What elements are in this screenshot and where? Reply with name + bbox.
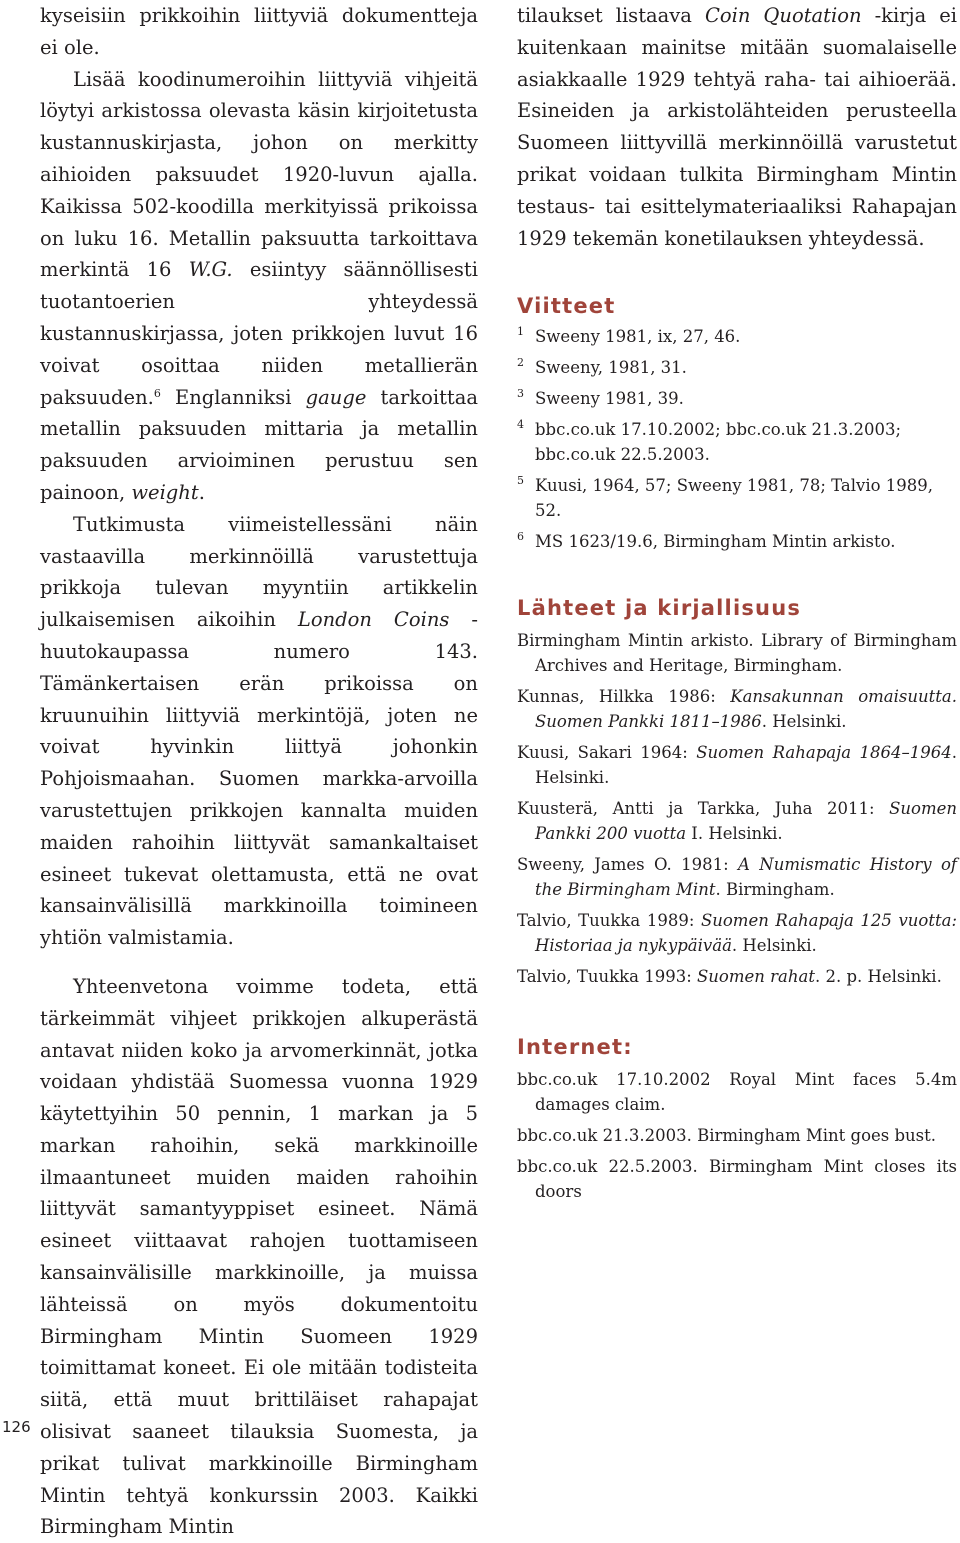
source-publisher: . Helsinki.: [761, 712, 847, 732]
note-item: [517, 324, 957, 349]
paragraph-3-london-coins: London Coins: [297, 608, 450, 632]
paragraph-2-wg: W.G.: [188, 258, 233, 282]
source-title: Suomen Rahapaja 1864–1964: [696, 743, 952, 763]
source-text: Birmingham Mintin arkisto. Library of Birmingham Archives and Heritage, Birmingham.: [517, 631, 957, 676]
source-author: Kuusterä, Antti ja Tarkka, Juha 2011:: [517, 799, 890, 819]
source-item: [517, 628, 957, 678]
note-item: [517, 529, 957, 554]
source-publisher: . Helsinki.: [535, 743, 957, 788]
source-author: Kuusi, Sakari 1964:: [517, 743, 697, 763]
source-title: Suomen rahat: [697, 967, 815, 987]
internet-list: [517, 1067, 957, 1204]
right-intro-coin-quotation: Coin Quotation: [704, 4, 862, 27]
note-number: 1: [517, 325, 524, 339]
note-text: Sweeny 1981, 39.: [535, 389, 684, 409]
source-author: Sweeny, James O. 1981:: [517, 855, 739, 875]
source-title: A Numismatic History of the Birmingham Mint: [535, 855, 957, 900]
note-text: Kuusi, 1964, 57; Sweeny 1981, 78; Talvio 1989, 52.: [535, 476, 934, 521]
note-number: 4: [517, 418, 524, 432]
source-author: Kunnas, Hilkka 1986:: [517, 687, 731, 707]
internet-item: bbc.co.uk 21.3.2003. Birmingham Mint goes bust.: [517, 1126, 937, 1146]
internet-item: bbc.co.uk 17.10.2002 Royal Mint faces 5.4m damages claim.: [517, 1070, 957, 1115]
sources-list: [517, 628, 957, 989]
source-publisher: . Birmingham.: [715, 880, 835, 900]
right-intro-text-b: -kirja ei kuitenkaan mainitse mitään suomalaiselle asiakkaalle 1929 tehtyä raha- tai aihioerää. Esineiden ja arkistolähteiden perusteella Suomeen liittyvillä merkinnöillä varustetut prikat voidaan tulkita Birmingham Mintin testaus- tai esittelymateriaaliksi Rahapajan 1929 tekemän konetilauksen yhteydessä.: [517, 4, 957, 250]
source-author: Talvio, Tuukka 1989:: [517, 911, 701, 931]
paragraph-2-weight: weight: [131, 480, 199, 504]
paragraph-3-text-a: Tutkimusta viimeistellessäni näin vastaavilla merkinnöillä varustettuja prikkoja tulevan myyntiin artikkelin julkaisemisen aikoihin: [40, 512, 478, 632]
lahteet-heading: Lähteet ja kirjallisuus: [517, 596, 802, 621]
source-author: Talvio, Tuukka 1993:: [517, 967, 697, 987]
source-title: Suomen Rahapaja 125 vuotta: Historiaa ja nykypäivää: [535, 911, 957, 956]
note-number: 2: [517, 356, 524, 370]
source-item: [517, 796, 957, 846]
source-publisher: . 2. p. Helsinki.: [814, 967, 942, 987]
paragraph-2-text-a: Lisää koodinumeroihin liittyviä vihjeitä löytyi arkistossa olevasta käsin kirjoitetusta kustannuskirjasta, johon on merkitty aihioiden paksuudet 1920-luvun ajalla. Kaikissa 502-koodilla merkityissä prikoissa on luku 16. Metallin paksuutta tarkoittava merkintä 16: [40, 67, 478, 282]
source-item: [517, 964, 957, 989]
note-number: 6: [517, 530, 524, 544]
note-text: MS 1623/19.6, Birmingham Mintin arkisto.: [535, 532, 896, 552]
note-number: 3: [517, 387, 524, 401]
viitteet-heading: Viitteet: [517, 294, 616, 319]
paragraph-4: [40, 971, 478, 1543]
paragraph-3-text-b: -huutokaupassa numero 143. Tämänkertaisen erän prikoissa on kruunuihin liittyviä merkintöjä, joten ne voivat hyvinkin liittyä johonkin Pohjoismaahan. Suomen markka-arvoilla varustettujen prikkojen kannalta muiden maiden rahoihin liittyvät samankaltaiset esineet tukevat olettamusta, että ne ovat kansainvälisillä markkinoilla toimineen yhtiön valmistamia.: [40, 608, 478, 950]
notes-list: [517, 324, 957, 554]
source-publisher: I. Helsinki.: [686, 824, 783, 844]
note-item: [517, 473, 957, 523]
paragraph-2: [40, 64, 478, 509]
note-text: Sweeny, 1981, 31.: [535, 358, 687, 378]
right-intro: [517, 0, 957, 254]
paragraph-2-gauge: gauge: [305, 385, 367, 409]
paragraph-4-text: Yhteenvetona voimme todeta, että tärkeimmät vihjeet prikkojen alkuperästä antavat niiden koko ja arvomerkinnät, jotka voidaan yhdistää Suomessa vuonna 1929 käytettyihin 50 pennin, 1 markan ja 5 markan rahoihin, sekä markkinoille ilmaantuneet muiden maiden rahoihin liittyvät samantyyppiset esineet. Nämä esineet viittaavat rahojen tuottamiseen kansainvälisille markkinoille, ja muissa lähteissä on myös dokumentoitu Birmingham Mintin Suomeen 1929 toimittamat koneet. Ei ole mitään todisteita siitä, että muut brittiläiset rahapajat olisivat saaneet tilauksia Suomesta, ja prikat tulivat markkinoille Birmingham Mintin tehtyä konkurssin 2003. Kaikki Birmingham Mintin: [40, 974, 478, 1539]
source-item: [517, 908, 957, 958]
paragraph-2-text-c: Englanniksi: [160, 385, 306, 409]
paragraph-1: [40, 0, 478, 64]
source-title: Kansakunnan omaisuutta. Suomen Pankki 1811–1986: [535, 687, 957, 732]
right-intro-text-a: tilaukset listaava: [517, 4, 705, 27]
left-column: [40, 0, 478, 1543]
source-publisher: . Helsinki.: [731, 936, 817, 956]
paragraph-2-text-b: esiintyy säännöllisesti tuotantoerien yhteydessä kustannuskirjassa, joten prikkojen luvut 16 voivat osoittaa niiden metallierän paksuuden.: [40, 258, 478, 409]
note-number: 5: [517, 474, 524, 488]
source-item: [517, 852, 957, 902]
source-item: [517, 740, 957, 790]
paragraph-3: [40, 509, 478, 954]
internet-item: bbc.co.uk 22.5.2003. Birmingham Mint closes its doors: [517, 1157, 957, 1202]
note-text: Sweeny 1981, ix, 27, 46.: [535, 327, 741, 347]
note-text: bbc.co.uk 17.10.2002; bbc.co.uk 21.3.2003; bbc.co.uk 22.5.2003.: [535, 420, 902, 465]
source-title: Suomen Pankki 200 vuotta: [535, 799, 957, 844]
source-item: [517, 684, 957, 734]
paragraph-gap: [40, 954, 478, 971]
note-item: [517, 417, 957, 467]
footnote-ref-6: 6: [153, 386, 161, 400]
paragraph-2-text-e: .: [198, 480, 205, 504]
page-number: 126: [2, 1418, 31, 1436]
internet-heading: Internet:: [517, 1035, 633, 1060]
note-item: [517, 386, 957, 411]
note-item: [517, 355, 957, 380]
paragraph-2-text-d: tarkoittaa metallin paksuuden mittaria ja metallin paksuuden arvioiminen perustuu sen painoon,: [40, 385, 479, 504]
right-column: [517, 0, 957, 1210]
paragraph-1-text: kyseisiin prikkoihin liittyviä dokumentteja ei ole.: [40, 4, 478, 59]
